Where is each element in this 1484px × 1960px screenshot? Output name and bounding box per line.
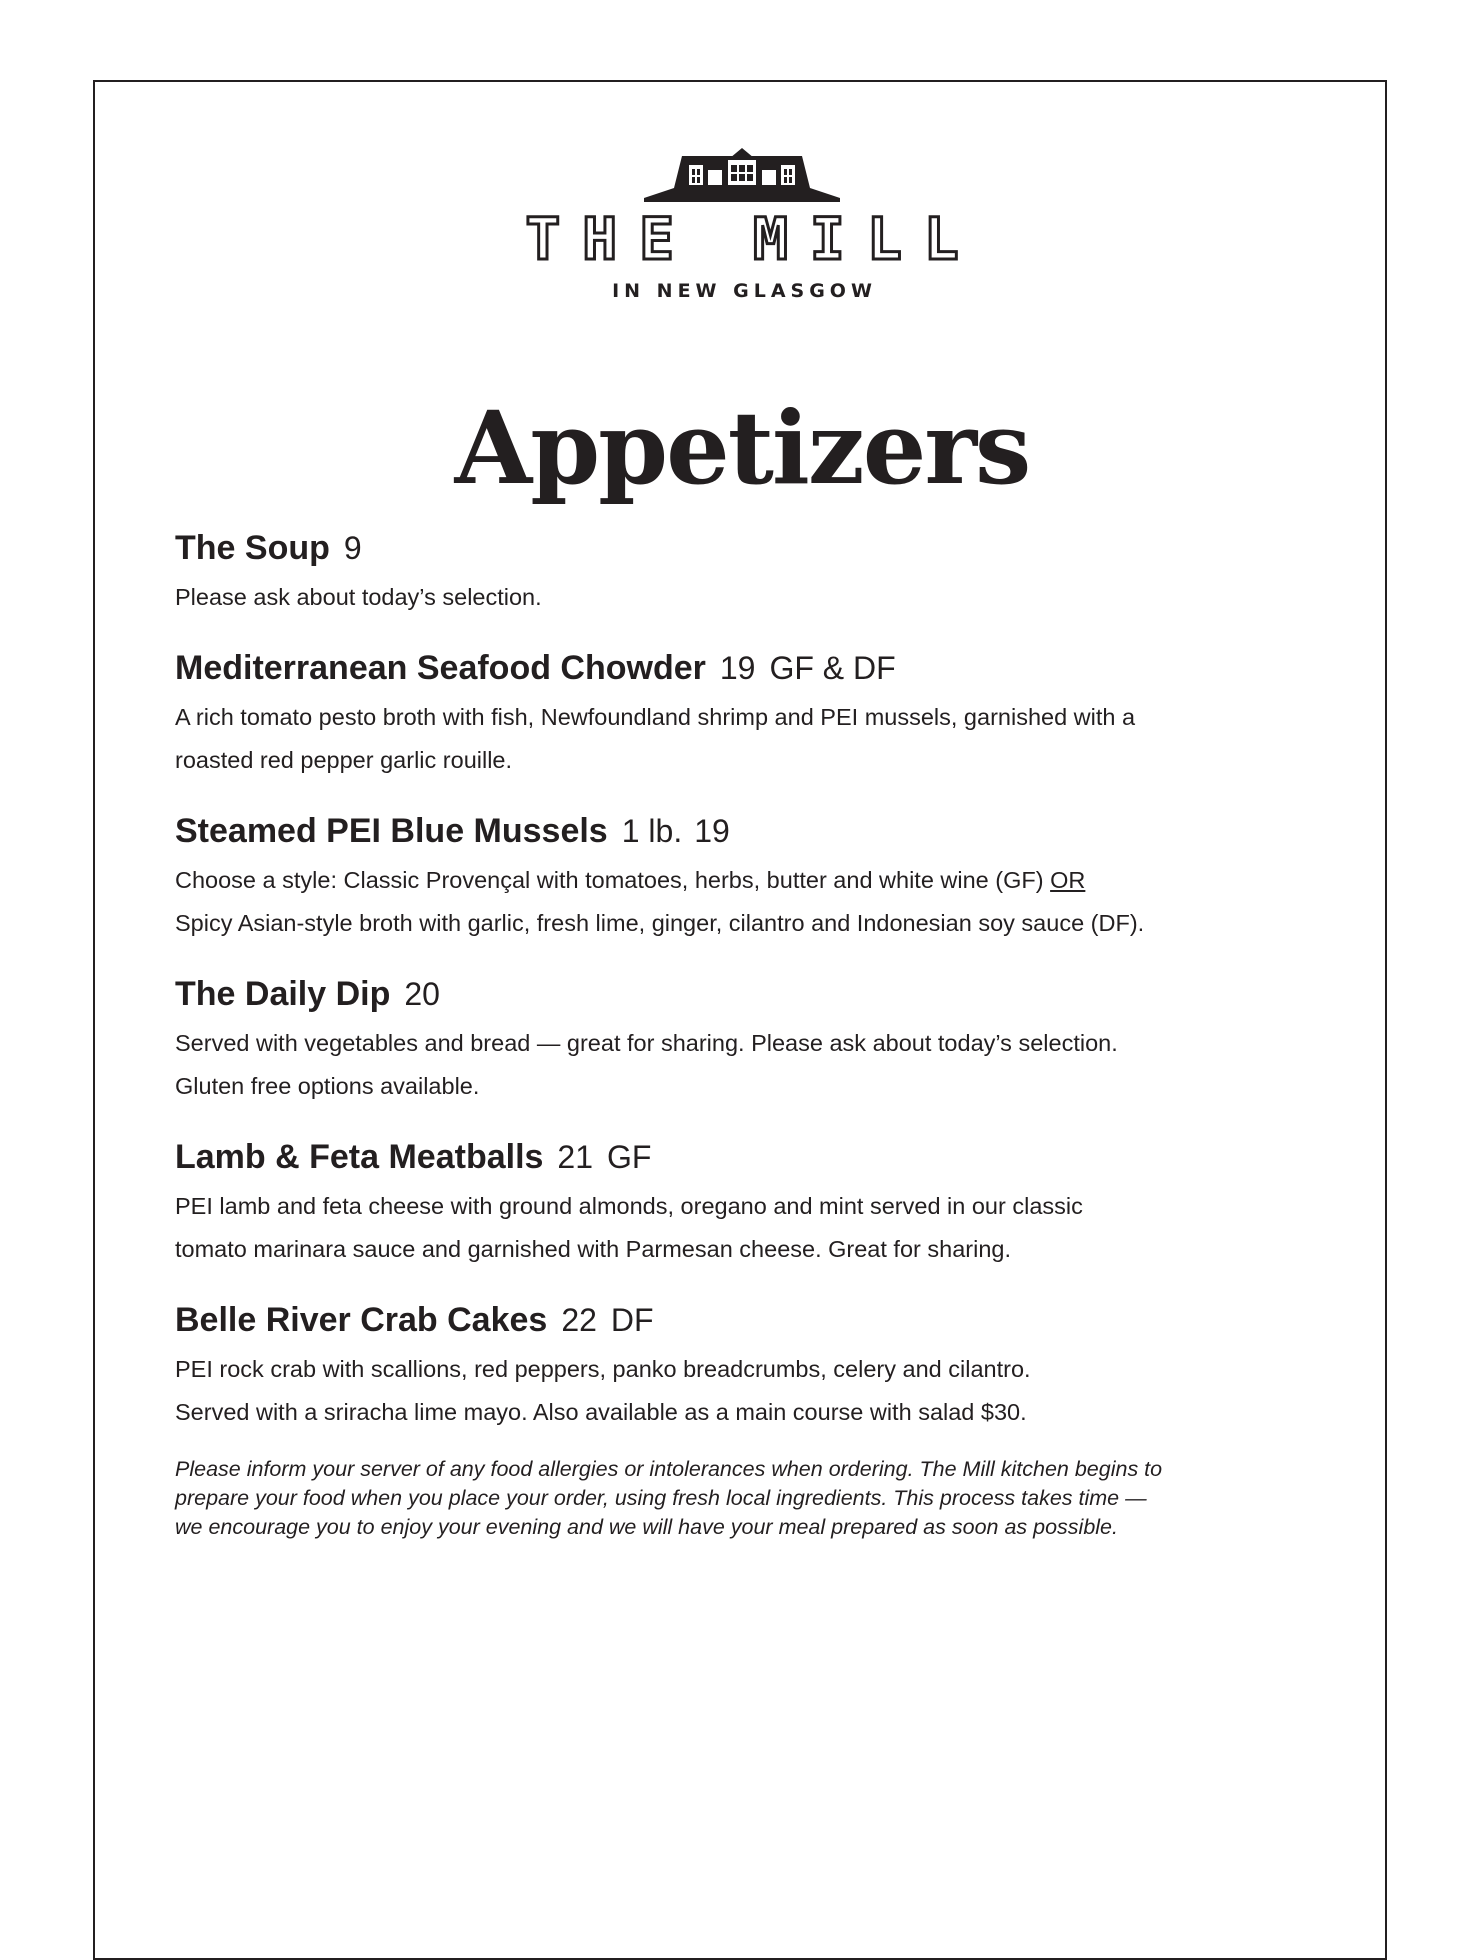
notice-line: we encourage you to enjoy your evening and we will have your meal prepared as soon as possible. <box>175 1515 1118 1539</box>
menu-item-description <box>175 1022 1335 1108</box>
or-separator: OR <box>1050 867 1086 893</box>
menu-item-name: Belle River Crab Cakes <box>175 1301 548 1339</box>
menu-item-name: The Soup <box>175 529 330 567</box>
menu-item-header <box>175 1135 1335 1179</box>
description-line: Spicy Asian-style broth with garlic, fresh lime, ginger, cilantro and Indonesian soy sauce (DF). <box>175 910 1145 936</box>
menu-item-price: 19 <box>694 813 730 849</box>
menu-item-description <box>175 576 1335 619</box>
menu-item-crab-cakes <box>175 1298 1335 1434</box>
mill-house-icon <box>642 148 842 202</box>
description-line: Gluten free options available. <box>175 1073 480 1099</box>
appetizer-list <box>175 526 1335 1461</box>
style-option-classic: Choose a style: Classic Provençal with tomatoes, herbs, butter and white wine (GF) <box>175 867 1044 893</box>
brand-name: THE MILL <box>525 205 981 273</box>
menu-item-mussels <box>175 809 1335 945</box>
menu-item-description <box>175 696 1335 782</box>
description-line: Served with vegetables and bread — great for sharing. Please ask about today’s selection. <box>175 1030 1118 1056</box>
menu-item-price: 20 <box>404 976 440 1012</box>
dietary-tag: GF <box>607 1139 652 1175</box>
menu-item-name: The Daily Dip <box>175 975 391 1013</box>
menu-item-description <box>175 859 1335 945</box>
menu-item-header <box>175 972 1335 1016</box>
description-line: Please ask about today’s selection. <box>175 584 542 610</box>
menu-item-header <box>175 526 1335 570</box>
menu-item-price: 19 <box>719 650 756 686</box>
brand-logo <box>0 148 1484 308</box>
allergy-notice <box>175 1455 1315 1542</box>
menu-item-description <box>175 1185 1335 1271</box>
menu-item-header <box>175 1298 1335 1342</box>
menu-item-meatballs <box>175 1135 1335 1271</box>
description-line: Served with a sriracha lime mayo. Also available as a main course with salad $30. <box>175 1399 1027 1425</box>
notice-line: Please inform your server of any food allergies or intolerances when ordering. The Mill kitchen begins to <box>175 1457 1163 1481</box>
menu-item-price: 21 <box>557 1139 594 1175</box>
menu-item-description <box>175 1348 1335 1434</box>
menu-item-chowder <box>175 646 1335 782</box>
description-line: A rich tomato pesto broth with fish, Newfoundland shrimp and PEI mussels, garnished with a <box>175 704 1136 730</box>
menu-item-price: 22 <box>561 1302 597 1338</box>
menu-item-soup <box>175 526 1335 619</box>
menu-item-header <box>175 646 1335 690</box>
description-line <box>175 859 1335 902</box>
menu-item-name: Lamb & Feta Meatballs <box>175 1138 544 1176</box>
page-title: Appetizers <box>454 389 1030 507</box>
description-line: PEI lamb and feta cheese with ground almonds, oregano and mint served in our classic <box>175 1193 1083 1219</box>
menu-item-name: Steamed PEI Blue Mussels <box>175 812 608 850</box>
menu-item-name: Mediterranean Seafood Chowder <box>175 649 706 687</box>
menu-item-daily-dip <box>175 972 1335 1108</box>
notice-line: prepare your food when you place your order, using fresh local ingredients. This process takes time — <box>175 1486 1147 1510</box>
description-line: tomato marinara sauce and garnished with Parmesan cheese. Great for sharing. <box>175 1236 1011 1262</box>
menu-item-header <box>175 809 1335 853</box>
dietary-tag: DF <box>610 1302 654 1338</box>
portion-size: 1 lb. <box>621 813 683 849</box>
menu-item-price: 9 <box>343 530 362 566</box>
dietary-tag: GF & DF <box>769 650 896 686</box>
brand-location: IN NEW GLASGOW <box>612 280 877 302</box>
description-line: PEI rock crab with scallions, red peppers, panko breadcrumbs, celery and cilantro. <box>175 1356 1031 1382</box>
description-line: roasted red pepper garlic rouille. <box>175 747 513 773</box>
